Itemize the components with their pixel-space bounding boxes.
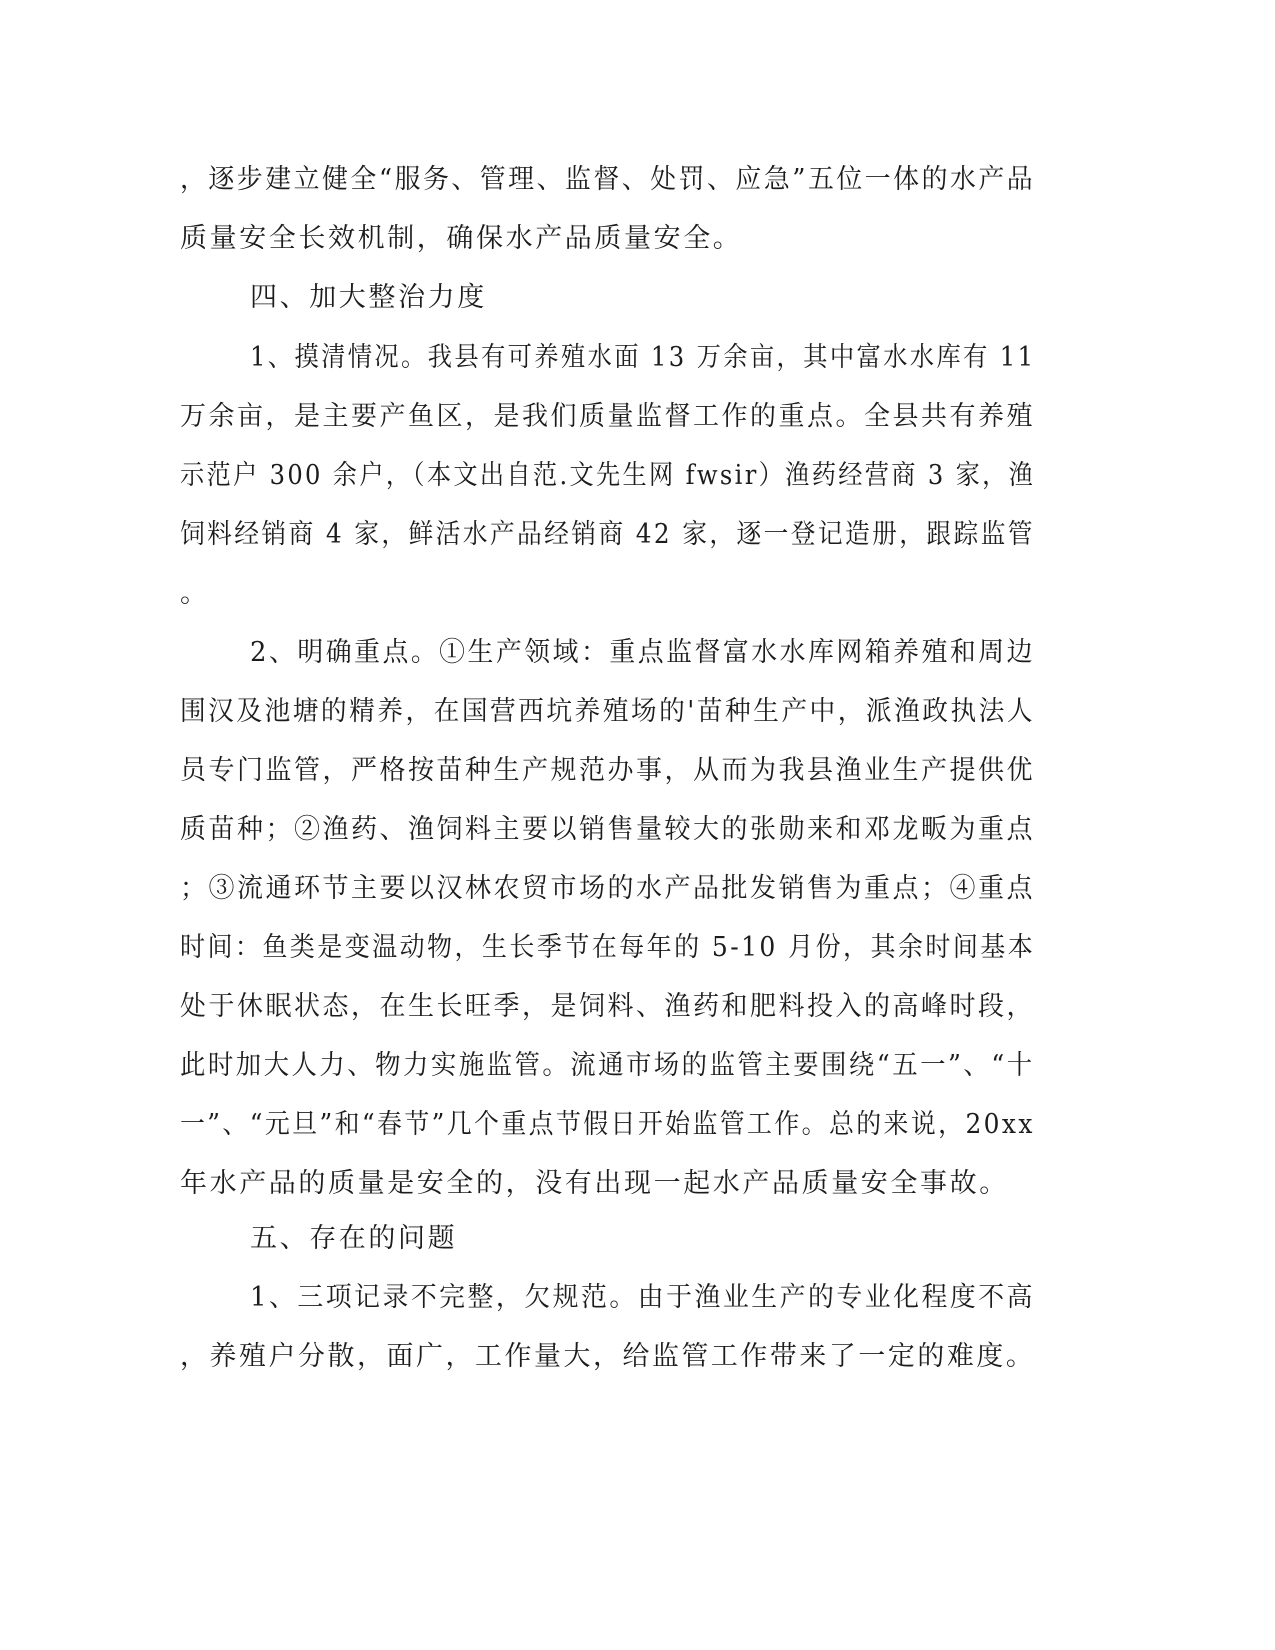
text-line: 质苗种；②渔药、渔饲料主要以销售量较大的张勋来和邓龙畈为重点 [180,814,1035,845]
section-heading: 五、存在的问题 [250,1223,458,1254]
text-line: ，养殖户分散，面广，工作量大，给监管工作带来了一定的难度。 [180,1341,1036,1372]
text-line: 质量安全长效机制，确保水产品质量安全。 [180,223,743,254]
text-line: ，逐步建立健全“服务、管理、监督、处罚、应急”五位一体的水产品 [180,164,1036,195]
text-line: 围汉及池塘的精养，在国营西坑养殖场的'苗种生产中，派渔政执法人 [180,696,1036,727]
text-line: 万余亩，是主要产鱼区，是我们质量监督工作的重点。全县共有养殖 [180,401,1035,432]
text-line: 员专门监管，严格按苗种生产规范办事，从而为我县渔业生产提供优 [180,755,1035,786]
paragraph-start-line: 1、三项记录不完整，欠规范。由于渔业生产的专业化程度不高 [250,1282,1035,1313]
text-line: 。 [180,578,210,609]
paragraph-start-line: 2、明确重点。①生产领域：重点监督富水水库网箱养殖和周边 [250,637,1035,668]
paragraph-start-line: 1、摸清情况。我县有可养殖水面 13 万余亩，其中富水水库有 11 [250,342,1036,373]
section-heading: 四、加大整治力度 [250,282,487,313]
text-line: 此时加大人力、物力实施监管。流通市场的监管主要围绕“五一”、“十 [180,1050,1035,1081]
text-line: ；③流通环节主要以汉林农贸市场的水产品批发销售为重点；④重点 [180,873,1035,904]
text-line: 饲料经销商 4 家，鲜活水产品经销商 42 家，逐一登记造册，跟踪监管 [180,519,1035,550]
text-line: 年水产品的质量是安全的，没有出现一起水产品质量安全事故。 [180,1168,1009,1199]
text-line: 一”、“元旦”和“春节”几个重点节假日开始监管工作。总的来说，20xx [180,1109,1035,1140]
text-line: 时间：鱼类是变温动物，生长季节在每年的 5-10 月份，其余时间基本 [180,932,1036,963]
text-line: 示范户 300 余户，（本文出自范.文先生网 fwsir）渔药经营商 3 家，渔 [180,460,1036,491]
text-line: 处于休眠状态，在生长旺季，是饲料、渔药和肥料投入的高峰时段， [180,991,1035,1022]
